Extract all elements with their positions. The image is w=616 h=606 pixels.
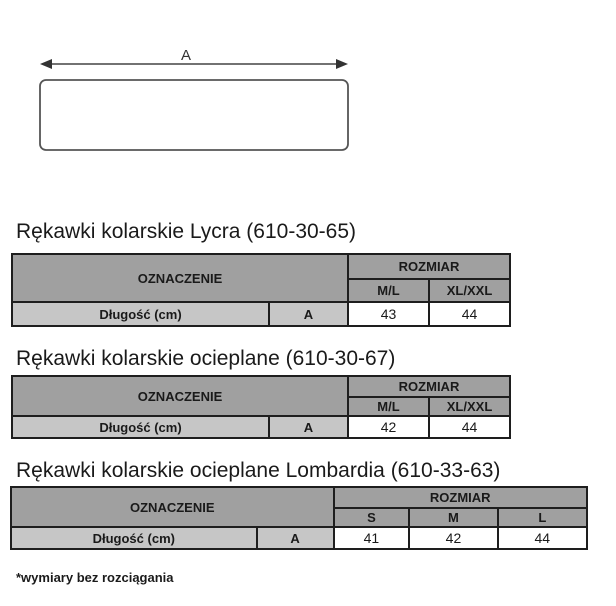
value-cell: 43 bbox=[348, 302, 429, 326]
size-col-header: M/L bbox=[348, 397, 429, 416]
header-rozmiar: ROZMIAR bbox=[348, 376, 510, 397]
value-cell: 41 bbox=[334, 527, 410, 549]
size-table-ocieplane bbox=[11, 375, 511, 439]
row-label: Długość (cm) bbox=[12, 302, 269, 326]
size-table-lycra bbox=[11, 253, 511, 327]
header-oznaczenie: OZNACZENIE bbox=[12, 254, 348, 302]
value-cell: 42 bbox=[348, 416, 429, 438]
row-symbol: A bbox=[269, 302, 348, 326]
sleeve-diagram bbox=[38, 44, 350, 156]
size-col-header: M/L bbox=[348, 279, 429, 302]
size-table-lombardia bbox=[10, 486, 588, 550]
header-rozmiar: ROZMIAR bbox=[334, 487, 588, 508]
size-col-header: XL/XXL bbox=[429, 279, 510, 302]
table-3-title: Rękawki kolarskie ocieplane Lombardia (610-33-63) bbox=[16, 459, 501, 482]
table-2-title: Rękawki kolarskie ocieplane (610-30-67) bbox=[16, 347, 396, 370]
row-symbol: A bbox=[257, 527, 334, 549]
value-cell: 44 bbox=[429, 416, 510, 438]
dimension-label-a: A bbox=[180, 47, 192, 64]
value-cell: 44 bbox=[498, 527, 587, 549]
footnote: *wymiary bez rozciągania bbox=[16, 570, 174, 585]
value-cell: 44 bbox=[429, 302, 510, 326]
size-col-header: L bbox=[498, 508, 587, 527]
table-1-title: Rękawki kolarskie Lycra (610-30-65) bbox=[16, 220, 357, 243]
row-label: Długość (cm) bbox=[11, 527, 257, 549]
size-col-header: XL/XXL bbox=[429, 397, 510, 416]
row-symbol: A bbox=[269, 416, 348, 438]
header-oznaczenie: OZNACZENIE bbox=[11, 487, 334, 527]
header-oznaczenie: OZNACZENIE bbox=[12, 376, 348, 416]
header-rozmiar: ROZMIAR bbox=[348, 254, 510, 279]
row-label: Długość (cm) bbox=[12, 416, 269, 438]
size-col-header: M bbox=[409, 508, 497, 527]
size-col-header: S bbox=[334, 508, 410, 527]
value-cell: 42 bbox=[409, 527, 497, 549]
